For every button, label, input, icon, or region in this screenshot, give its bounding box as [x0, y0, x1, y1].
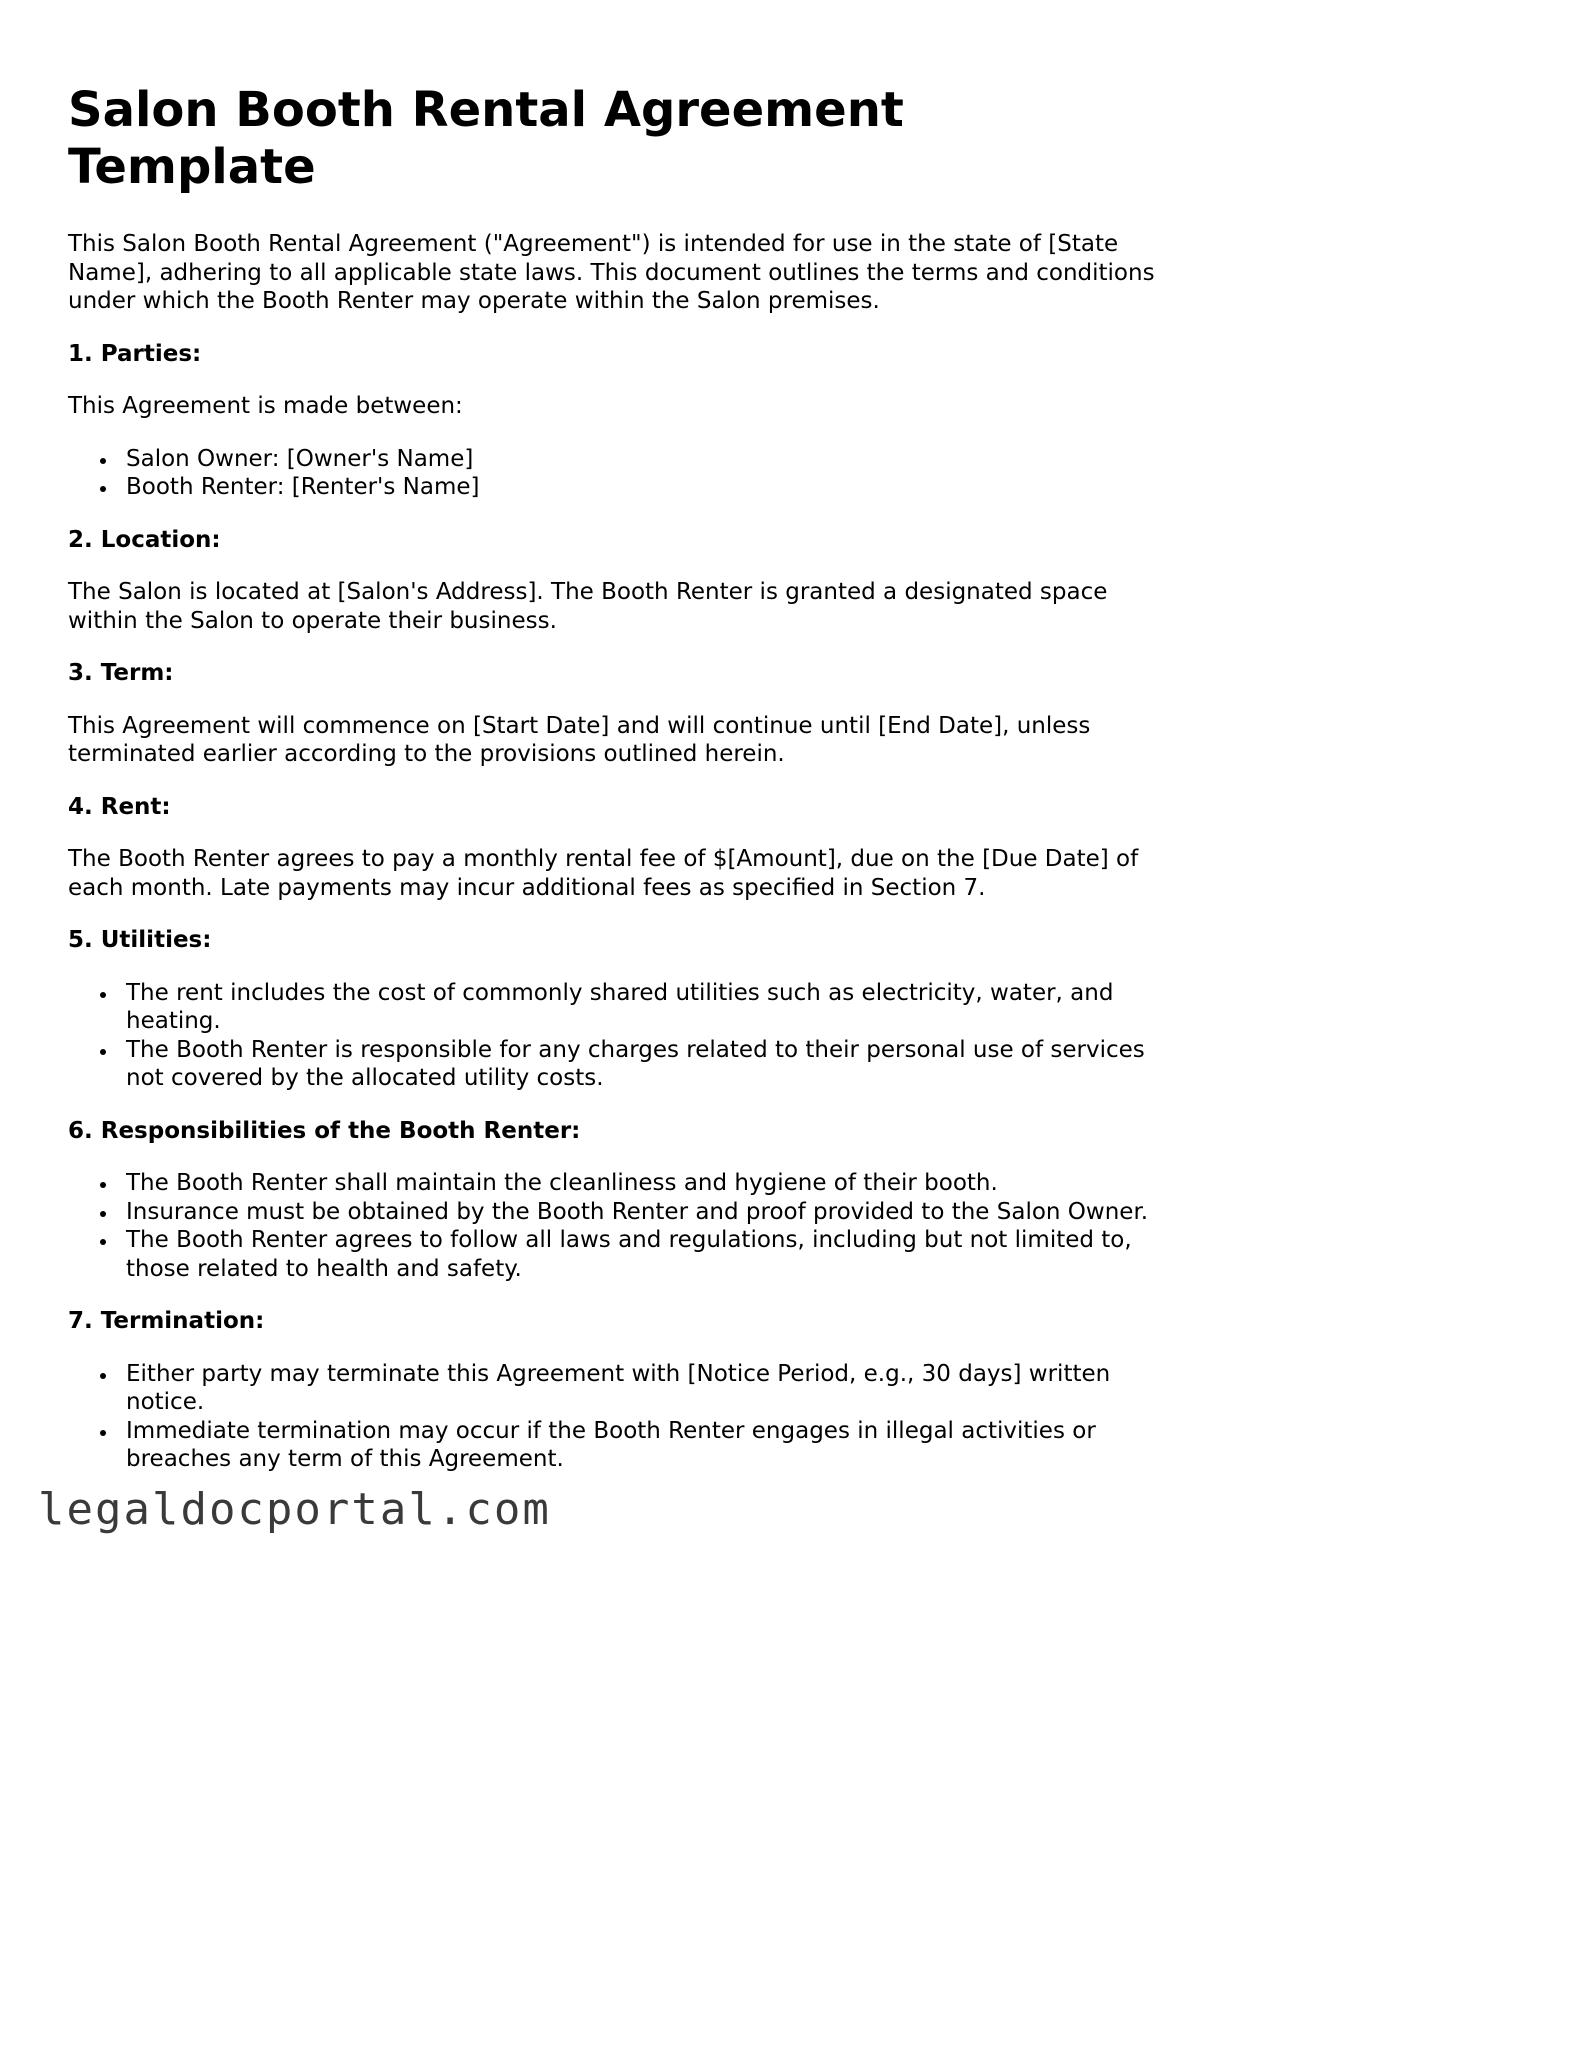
- termination-list: [68, 1360, 1168, 1474]
- section-heading-term: 3. Term:: [68, 660, 174, 686]
- term-text: This Agreement will commence on [Start Date] and will continue until [End Date], unless terminated earlier according to the provisions outlined herein.: [68, 712, 1091, 767]
- list-item: Immediate termination may occur if the Booth Renter engages in illegal activities or breaches any term of this Agreement.: [126, 1417, 1168, 1474]
- section-heading-utilities: 5. Utilities:: [68, 927, 212, 953]
- utilities-list: [68, 979, 1168, 1093]
- section-heading-parties: 1. Parties:: [68, 340, 202, 367]
- document-page: [68, 82, 1168, 1498]
- section-heading-responsibilities: 6. Responsibilities of the Booth Renter:: [68, 1117, 581, 1144]
- document-title: Salon Booth Rental Agreement Template: [68, 82, 904, 195]
- section-heading-termination: 7. Termination:: [68, 1308, 265, 1334]
- list-item: Insurance must be obtained by the Booth Renter and proof provided to the Salon Owner.: [126, 1198, 1168, 1227]
- parties-list: [68, 445, 1168, 502]
- section-heading-location: 2. Location:: [68, 526, 221, 553]
- list-item: The Booth Renter is responsible for any charges related to their personal use of services not covered by the allocated utility costs.: [126, 1036, 1168, 1093]
- rent-text: The Booth Renter agrees to pay a monthly rental fee of $[Amount], due on the [Due Date] of each month. Late payments may incur additional fees as specified in Section 7.: [68, 846, 1139, 901]
- intro-paragraph: This Salon Booth Rental Agreement ("Agreement") is intended for use in the state of [State Name], adhering to all applicable state laws. This document outlines the terms and conditions under which the Booth Renter may operate within the Salon premises.: [68, 231, 1155, 314]
- list-item: The Booth Renter shall maintain the cleanliness and hygiene of their booth.: [126, 1169, 1168, 1198]
- list-item: Booth Renter: [Renter's Name]: [126, 473, 1168, 502]
- list-item: The Booth Renter agrees to follow all laws and regulations, including but not limited to, those related to health and safety.: [126, 1226, 1168, 1283]
- parties-text: This Agreement is made between:: [68, 393, 463, 419]
- list-item: The rent includes the cost of commonly shared utilities such as electricity, water, and heating.: [126, 979, 1168, 1036]
- list-item: Salon Owner: [Owner's Name]: [126, 445, 1168, 474]
- responsibilities-list: [68, 1169, 1168, 1283]
- section-heading-rent: 4. Rent:: [68, 793, 171, 820]
- list-item: Either party may terminate this Agreement with [Notice Period, e.g., 30 days] written notice.: [126, 1360, 1168, 1417]
- location-text: The Salon is located at [Salon's Address]. The Booth Renter is granted a designated space within the Salon to operate their business.: [68, 579, 1108, 634]
- site-watermark: legaldocportal.com: [38, 1484, 551, 1535]
